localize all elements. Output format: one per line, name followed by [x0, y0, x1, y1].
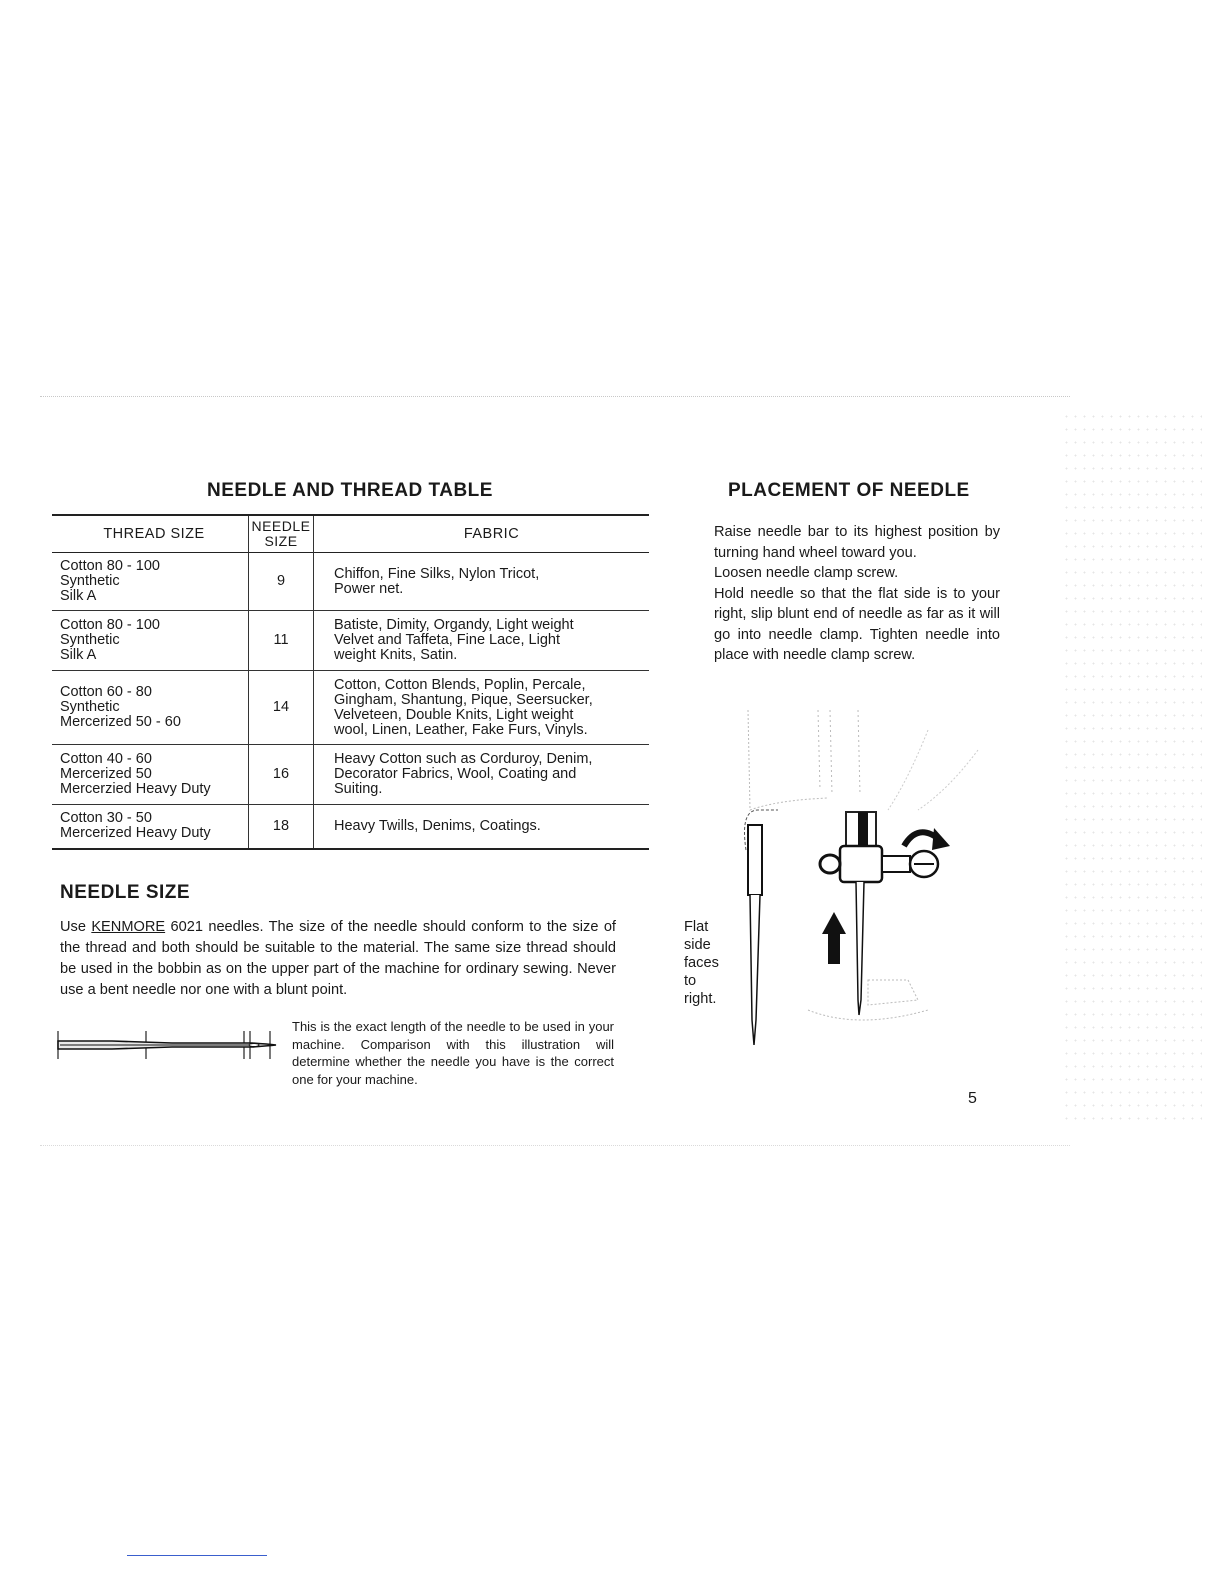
header-needle-size: NEEDLE SIZE [249, 515, 314, 553]
table-title: NEEDLE AND THREAD TABLE [207, 480, 493, 501]
table-header-row [52, 515, 649, 553]
thread-size-cell: Cotton 40 - 60 Mercerized 50 Mercerzied Heavy Duty [60, 751, 211, 797]
exact-length-note: This is the exact length of the needle to be used in your machine. Comparison with this illustration will determine whether the needle you have is the correct one for your machine. [292, 1019, 614, 1087]
placement-instructions [714, 522, 1000, 666]
needle-size-paragraph: Use KENMORE 6021 needles. The size of the needle should conform to the size of the thread and both should be suitable to the material. The same size thread should be used in the bobbin as on the upper part of the machine for ordinary sewing. Never use a bent needle nor one with a blunt point. [60, 919, 616, 998]
thread-size-cell: Cotton 80 - 100 Synthetic Silk A [60, 558, 160, 604]
thread-size-cell: Cotton 30 - 50 Mercerized Heavy Duty [60, 810, 211, 842]
placement-title: PLACEMENT OF NEEDLE [728, 480, 970, 501]
needle-thread-table [52, 514, 649, 850]
fabric-cell: Heavy Cotton such as Corduroy, Denim, Decorator Fabrics, Wool, Coating and Suiting. [334, 751, 593, 797]
brand-name: KENMORE [91, 919, 166, 935]
step-2: Loosen needle clamp screw. [714, 565, 899, 581]
fabric-cell: Chiffon, Fine Silks, Nylon Tricot, Power net. [334, 565, 540, 597]
table-row [52, 553, 649, 611]
needle-size-cell: 14 [249, 671, 314, 745]
needle-size-cell: 16 [249, 745, 314, 805]
step-1: Raise needle bar to its highest position by turning hand wheel toward you. [714, 524, 1000, 561]
table-row [52, 745, 649, 805]
needle-placement-illustration-icon [718, 700, 1008, 1060]
fabric-cell: Batiste, Dimity, Organdy, Light weight Velvet and Taffeta, Fine Lace, Light weight Knits, Satin. [334, 617, 574, 663]
header-fabric: FABRIC [463, 525, 520, 542]
link-underline [127, 1555, 267, 1556]
scan-edge-line-top [40, 396, 1070, 397]
header-thread-size: THREAD SIZE [103, 525, 205, 542]
fabric-cell: Cotton, Cotton Blends, Poplin, Percale, Gingham, Shantung, Pique, Seersucker, Velveteen, Double Knits, Light weight wool, Linen, Leather, Fake Furs, Vinyls. [334, 676, 593, 738]
fabric-cell: Heavy Twills, Denims, Coatings. [334, 817, 541, 834]
needle-size-title: NEEDLE SIZE [60, 882, 191, 903]
thread-size-cell: Cotton 60 - 80 Synthetic Mercerized 50 - 60 [60, 684, 181, 730]
page-number: 5 [968, 1090, 977, 1107]
needle-size-cell: 9 [249, 553, 314, 611]
flat-side-label: Flat side faces to right. [684, 919, 719, 1007]
needle-size-cell: 11 [249, 611, 314, 671]
needle-length-icon [52, 1025, 282, 1065]
needle-thread-section [52, 480, 652, 1087]
scan-edge-line-bottom [40, 1145, 1070, 1146]
placement-section [714, 480, 1004, 663]
thread-size-cell: Cotton 80 - 100 Synthetic Silk A [60, 617, 160, 663]
scan-noise-right [1062, 410, 1202, 1130]
table-row [52, 805, 649, 849]
table-row [52, 611, 649, 671]
table-row [52, 671, 649, 745]
step-3: Hold needle so that the flat side is to your right, slip blunt end of needle as far as it will go into needle clamp. Tighten needle into place with needle clamp screw. [714, 585, 1000, 663]
needle-size-cell: 18 [249, 805, 314, 849]
